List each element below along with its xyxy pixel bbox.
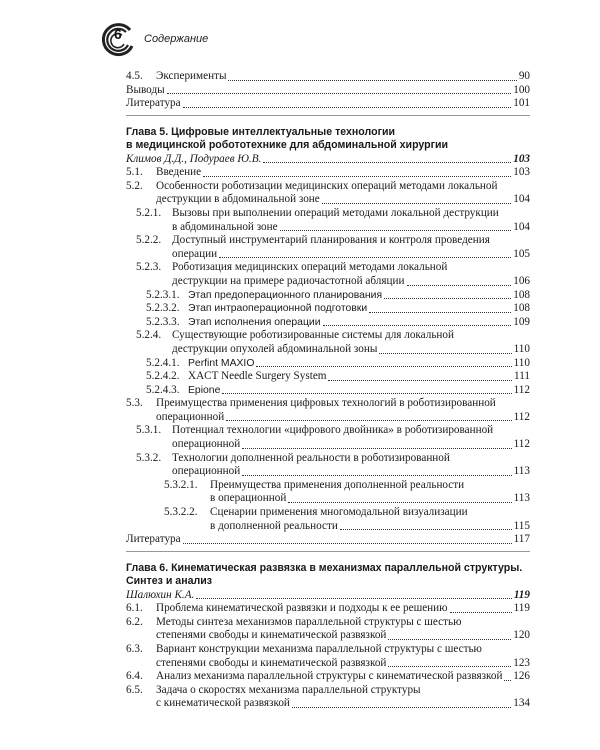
entry-title: операционной (172, 465, 241, 478)
page-ref: 101 (513, 97, 530, 110)
dot-leader (384, 298, 511, 299)
toc-entry[interactable] (126, 506, 530, 520)
dot-leader (167, 93, 512, 94)
section-number: 6.2. (126, 615, 143, 628)
entry-title: Преимущества применения цифровых технологий в роботизированной (156, 397, 496, 410)
dot-leader (183, 543, 512, 544)
toc-entry-continuation[interactable] (126, 248, 530, 262)
section-number: 6.4. (126, 670, 143, 683)
dot-leader (226, 420, 511, 421)
page-ref: 113 (513, 465, 530, 478)
entry-title: Эксперименты (156, 70, 227, 82)
dot-leader (328, 380, 512, 381)
section-number: 5.2.3.2. (146, 302, 180, 315)
section-divider (126, 115, 530, 116)
page-ref: 109 (513, 315, 530, 328)
section-number: 6.5. (126, 683, 143, 696)
page-ref: 115 (513, 519, 530, 532)
toc-entry-continuation[interactable] (126, 343, 530, 357)
toc-entry-continuation[interactable] (126, 697, 530, 711)
toc-entry-continuation[interactable] (126, 465, 530, 479)
section-number: 5.3.2. (136, 451, 162, 464)
dot-leader (242, 475, 511, 476)
dot-leader (242, 448, 511, 449)
dot-leader (504, 680, 511, 681)
toc-entry[interactable] (126, 316, 530, 330)
dot-leader (196, 598, 511, 599)
toc-entry-continuation[interactable] (126, 520, 530, 534)
entry-title: операционной (156, 410, 225, 423)
entry-title: в дополненной реальности (210, 519, 338, 532)
page-ref: 113 (513, 492, 530, 505)
section-number: 5.3.2.1. (164, 478, 198, 491)
toc-entry[interactable] (126, 84, 530, 98)
entry-title: операционной (172, 438, 241, 451)
page-ref: 112 (513, 383, 530, 396)
entry-title: Perfint MAXIO (188, 357, 255, 369)
entry-title: Проблема кинематической развязки и подходы к ее решению (156, 602, 448, 615)
page-ref: 104 (513, 220, 530, 233)
entry-title: в операционной (210, 492, 287, 505)
chapter-authors[interactable] (126, 153, 530, 167)
page-ref: 104 (513, 193, 530, 206)
toc-entry[interactable] (126, 302, 530, 316)
dot-leader (388, 666, 511, 667)
page-header (100, 22, 520, 62)
section-number: 5.2.4.1. (146, 356, 180, 369)
page-ref: 108 (513, 302, 530, 315)
section-number: 5.2.4. (136, 329, 162, 342)
page-ref: 100 (513, 83, 530, 96)
entry-title: Задача о скоростях механизма параллельной структуры (156, 683, 421, 696)
entry-title: Выводы (126, 83, 165, 96)
running-title: Содержание (144, 33, 209, 45)
section-number: 5.1. (126, 166, 143, 179)
toc-entry[interactable] (126, 234, 530, 248)
section-number: 5.2.1. (136, 206, 162, 219)
entry-title: Вариант конструкции механизма параллельной структуры с шестью (156, 643, 482, 655)
section-number: 5.2.4.3. (146, 383, 180, 396)
page-ref: 120 (513, 629, 530, 642)
page-ref: 112 (513, 410, 530, 423)
section-number: 6.1. (126, 602, 143, 615)
dot-leader (407, 285, 512, 286)
entry-title: Введение (156, 166, 202, 179)
entry-title: Существующие роботизированные системы для локальной (172, 329, 454, 342)
toc-entry[interactable] (126, 397, 530, 411)
toc-entry[interactable] (126, 479, 530, 493)
dot-leader (219, 257, 511, 258)
toc-entry[interactable] (126, 533, 530, 547)
entry-title: Методы синтеза механизмов параллельной структуры с шестью (156, 615, 462, 628)
section-number: 5.3.2.2. (164, 506, 198, 519)
section-number: 5.2.3.3. (146, 315, 180, 328)
toc-entry[interactable] (126, 670, 530, 684)
toc-entry-continuation[interactable] (126, 275, 530, 289)
page-ref: 108 (513, 288, 530, 301)
entry-title: Шалюхин К.А. (126, 588, 195, 601)
entry-title: Потенциал технологии «цифрового двойника» в роботизированной (172, 424, 494, 437)
dot-leader (379, 353, 511, 354)
entry-title: Анализ механизма параллельной структуры с кинематической развязкой (156, 670, 503, 683)
entry-title: Литература (126, 533, 181, 546)
section-divider (126, 551, 530, 552)
toc-entry[interactable] (126, 424, 530, 438)
entry-title: деструкции в абдоминальной зоне (156, 193, 320, 206)
toc-entry[interactable] (126, 602, 530, 616)
page-ref: 110 (513, 342, 530, 355)
entry-title: степенями свободы и кинематической развязкой (156, 629, 387, 642)
entry-title: Климов Д.Д., Подураев Ю.В. (126, 152, 262, 165)
entry-title: Доступный инструментарий планирования и контроля проведения (172, 234, 490, 247)
dot-leader (228, 80, 516, 81)
entry-title: Вызовы при выполнении операций методами локальной деструкции (172, 206, 499, 219)
toc-entry[interactable] (126, 166, 530, 180)
toc-entry[interactable] (126, 261, 530, 275)
toc-entry-continuation[interactable] (126, 438, 530, 452)
dot-leader (280, 230, 512, 231)
chapter-authors[interactable] (126, 589, 530, 603)
dot-leader (203, 176, 511, 177)
page-ref: 134 (513, 697, 530, 710)
dot-leader (323, 325, 512, 326)
toc-entry-continuation[interactable] (126, 411, 530, 425)
toc-entry[interactable] (126, 97, 530, 111)
toc-entry-continuation[interactable] (126, 492, 530, 506)
entry-title: операции (172, 247, 218, 260)
toc-entry-continuation[interactable] (126, 629, 530, 643)
section-number: 4.5. (126, 70, 143, 82)
dot-leader (183, 107, 512, 108)
toc-entry[interactable] (126, 207, 530, 221)
dot-leader (322, 203, 511, 204)
toc-entry-continuation[interactable] (126, 657, 530, 671)
section-number: 5.2.3.1. (146, 288, 180, 301)
page-ref: 117 (513, 533, 530, 546)
entry-title: Этап предоперационного планирования (188, 289, 383, 301)
table-of-contents (126, 70, 530, 711)
page-ref: 110 (513, 356, 530, 369)
section-number: 5.3. (126, 397, 143, 410)
page-ref: 119 (513, 602, 530, 615)
dot-leader (288, 502, 511, 503)
entry-title: с кинематической развязкой (156, 697, 290, 710)
page-ref: 111 (514, 370, 530, 383)
entry-title: деструкции опухолей абдоминальной зоны (172, 342, 378, 355)
page-ref: 123 (513, 656, 530, 669)
section-number: 5.3.1. (136, 424, 162, 437)
dot-leader (222, 393, 511, 394)
toc-entry-continuation[interactable] (126, 193, 530, 207)
dot-leader (450, 612, 512, 613)
toc-entry[interactable] (126, 616, 530, 630)
section-number: 6.3. (126, 643, 143, 655)
chapter-heading[interactable]: Глава 5. Цифровые интеллектуальные технологии в медицинской робототехнике для абдоминальной хирургии (126, 125, 449, 152)
section-number: 5.2. (126, 179, 143, 192)
toc-entry[interactable] (126, 384, 530, 398)
dot-leader (369, 312, 511, 313)
page-ref: 103 (513, 166, 530, 179)
page-ref: 126 (513, 670, 530, 683)
entry-title: Технологии дополненной реальности в роботизированной (172, 451, 450, 464)
toc-entry-continuation[interactable] (126, 221, 530, 235)
page-ref: 106 (513, 274, 530, 287)
section-number: 5.2.4.2. (146, 370, 180, 383)
toc-entry[interactable] (126, 180, 530, 194)
section-number: 5.2.3. (136, 261, 162, 274)
entry-title: XACT Needle Surgery System (188, 370, 327, 383)
entry-title: деструкции на примере радиочастотной абляции (172, 274, 405, 287)
entry-title: Особенности роботизации медицинских операций методами локальной (156, 179, 498, 192)
entry-title: в абдоминальной зоне (172, 220, 278, 233)
entry-title: Роботизация медицинских операций методами локальной (172, 261, 448, 274)
page-ref: 90 (518, 70, 530, 82)
entry-title: Epione (188, 384, 221, 396)
section-number: 5.2.2. (136, 234, 162, 247)
toc-entry[interactable] (126, 643, 530, 657)
toc-entry[interactable] (126, 70, 530, 84)
dot-leader (256, 366, 511, 367)
entry-title: Преимущества применения дополненной реальности (210, 478, 465, 491)
entry-title: степенями свободы и кинематической развязкой (156, 656, 387, 669)
dot-leader (292, 707, 511, 708)
entry-title: Этап исполнения операции (188, 316, 321, 328)
toc-entry[interactable] (126, 289, 530, 303)
page-ref: 119 (513, 588, 530, 601)
dot-leader (340, 529, 512, 530)
toc-entry[interactable] (126, 370, 530, 384)
toc-entry[interactable] (126, 329, 530, 343)
dot-leader (263, 162, 511, 163)
page-ref: 105 (513, 247, 530, 260)
entry-title: Сценарии применения многомодальной визуализации (210, 506, 468, 519)
toc-entry[interactable] (126, 452, 530, 466)
toc-entry[interactable] (126, 357, 530, 371)
page-ref: 103 (513, 152, 530, 165)
entry-title: Этап интраоперационной подготовки (188, 303, 368, 315)
page-ref: 112 (513, 438, 530, 451)
page-number: 6 (114, 26, 122, 42)
toc-entry[interactable] (126, 684, 530, 698)
dot-leader (388, 639, 511, 640)
entry-title: Литература (126, 97, 181, 110)
chapter-heading[interactable]: Глава 6. Кинематическая развязка в механизмах параллельной структуры. Синтез и анализ (126, 561, 523, 588)
